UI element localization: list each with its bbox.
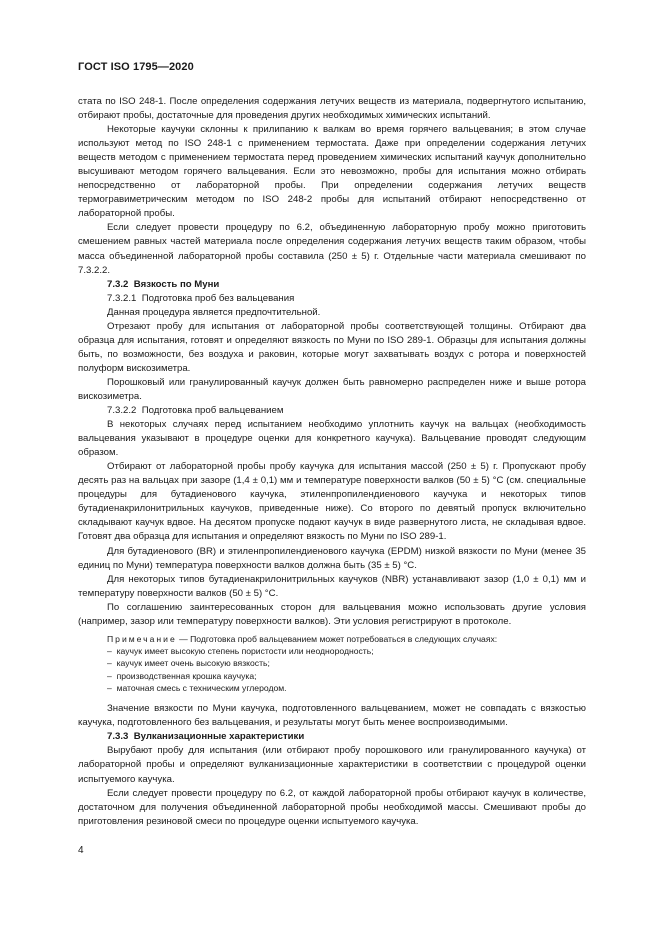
paragraph: По соглашению заинтересованных сторон для вальцевания можно использовать другие условия (например, зазор или температуру поверхности валков). Эти условия регистрируют в протоколе. (78, 601, 586, 627)
section-title: Подготовка проб вальцеванием (141, 405, 284, 417)
note-list (107, 645, 586, 694)
note-list-item: – производственная крошка каучука; (107, 670, 586, 682)
document-body (78, 95, 586, 829)
section-number: 7.3.2.1 (107, 292, 137, 304)
paragraph: Отбирают от лабораторной пробы пробу каучука для испытания массой (250 ± 5) г. Пропускают пробу десять раз на вальцах при зазоре (1,4 ± 0,1) мм и температуре поверхности валков (50 ± 5) °С (см. специальные процедуры для бутадиенового каучука, этиленпропилендиенового каучука и некоторых типов бутадиенакрилонитрильных каучуков, приведенные ниже). Со второго по девятый пропуск включительно складывают каучук вдвое. На десятом пропуске подают каучук в виде развернутого листа, не складывая вдвое. Готовят два образца для испытания и определяют вязкость по Муни по ISO 289-1. (78, 461, 586, 543)
section-heading-7-3-3 (78, 730, 586, 744)
note-list-item: – маточная смесь с техническим углеродом. (107, 682, 586, 694)
paragraph: Если следует провести процедуру по 6.2, объединенную лабораторную пробу можно приготовить смешением равных частей материала после определения содержания летучих веществ таким образом, чтобы масса объединенной лабораторной пробы составила (250 ± 5) г. Отдельные части материала смешивают по 7.3.2.2. (78, 222, 586, 276)
paragraph: Вырубают пробу для испытания (или отбирают пробу порошкового или гранулированного каучука) от лабораторной пробы и определяют вулканизационные характеристики в соответствии с процедурой оценки испытуемого каучука. (78, 745, 586, 785)
note-label: Примечание (107, 633, 177, 644)
section-number: 7.3.3 (107, 731, 129, 743)
paragraph: Данная процедура является предпочтительной. (107, 306, 321, 318)
paragraph: В некоторых случаях перед испытанием необходимо уплотнить каучук на вальцах (необходимость вальцевания указывают в процедуре оценки для конкретного каучука). Вальцевание проводят следующим образом. (78, 419, 586, 459)
note-list-item: – каучук имеет очень высокую вязкость; (107, 657, 586, 669)
paragraph: Отрезают пробу для испытания от лабораторной пробы соответствующей толщины. Отбирают два образца для испытания, готовят и определяют вязкость по Муни по ISO 289-1. Образцы для испытания должны быть, по возможности, без воздуха и раковин, которые могут захватывать воздух с ротора и поверхностей полуформ вискозиметра. (78, 320, 586, 374)
subsection-heading-7-3-2-2 (78, 404, 586, 418)
section-title: Вулканизационные характеристики (133, 731, 305, 743)
paragraph: стата по ISO 248-1. После определения содержания летучих веществ из материала, подвергнутого испытанию, отбирают пробы, достаточные для проведения других необходимых химических испытаний. (78, 96, 586, 122)
paragraph: Для некоторых типов бутадиенакрилонитрильных каучуков (NBR) устанавливают зазор (1,0 ± 0,1) мм и температуру поверхности валков (50 ± 5) °С. (78, 573, 586, 599)
section-heading-7-3-2 (78, 278, 586, 292)
paragraph: Некоторые каучуки склонны к прилипанию к валкам во время горячего вальцевания; в этом случае используют метод по ISO 248-1 с применением термостата. Даже при определении содержания летучих веществ методом с применением термостата перед проведением химических испытаний каучук дополнительно высушивают методом горячего вальцевания. Если это невозможно, пробы для испытания можно отбирать непосредственно от лабораторной пробы. При определении содержания летучих веществ термогравиметрическим методом по ISO 248-2 пробы для испытаний отбирают непосредственно от лабораторной пробы. (78, 124, 586, 220)
section-title: Подготовка проб без вальцевания (141, 292, 295, 304)
note-heading (107, 633, 586, 645)
paragraph: Значение вязкости по Муни каучука, подготовленного вальцеванием, может не совпадать с вязкостью каучука, подготовленного без вальцевания, и результаты могут быть менее воспроизводимыми. (78, 703, 586, 729)
subsection-heading-7-3-2-1 (78, 292, 586, 306)
paragraph: Для бутадиенового (BR) и этиленпропилендиенового каучука (EPDM) низкой вязкости по Муни (менее 35 единиц по Муни) температура поверхности валков должна быть (35 ± 5) °С. (78, 545, 586, 571)
section-title: Вязкость по Муни (133, 278, 220, 290)
paragraph: Если следует провести процедуру по 6.2, от каждой лабораторной пробы отбирают каучук в количестве, достаточном для получения объединенной лабораторной пробы необходимой массы. Смешивают пробы до приготовления резиновой смеси по процедуре оценки испытуемого каучука. (78, 787, 586, 827)
document-header: ГОСТ ISO 1795—2020 (78, 61, 194, 73)
paragraph: Порошковый или гранулированный каучук должен быть равномерно распределен ниже и выше ротора вискозиметра. (78, 376, 586, 402)
section-number: 7.3.2.2 (107, 405, 137, 417)
page-number: 4 (78, 845, 84, 856)
section-number: 7.3.2 (107, 278, 129, 290)
note-block (107, 633, 586, 694)
note-text: — Подготовка проб вальцеванием может потребоваться в следующих случаях: (179, 633, 498, 644)
note-list-item: – каучук имеет высокую степень пористости или неоднородность; (107, 645, 586, 657)
